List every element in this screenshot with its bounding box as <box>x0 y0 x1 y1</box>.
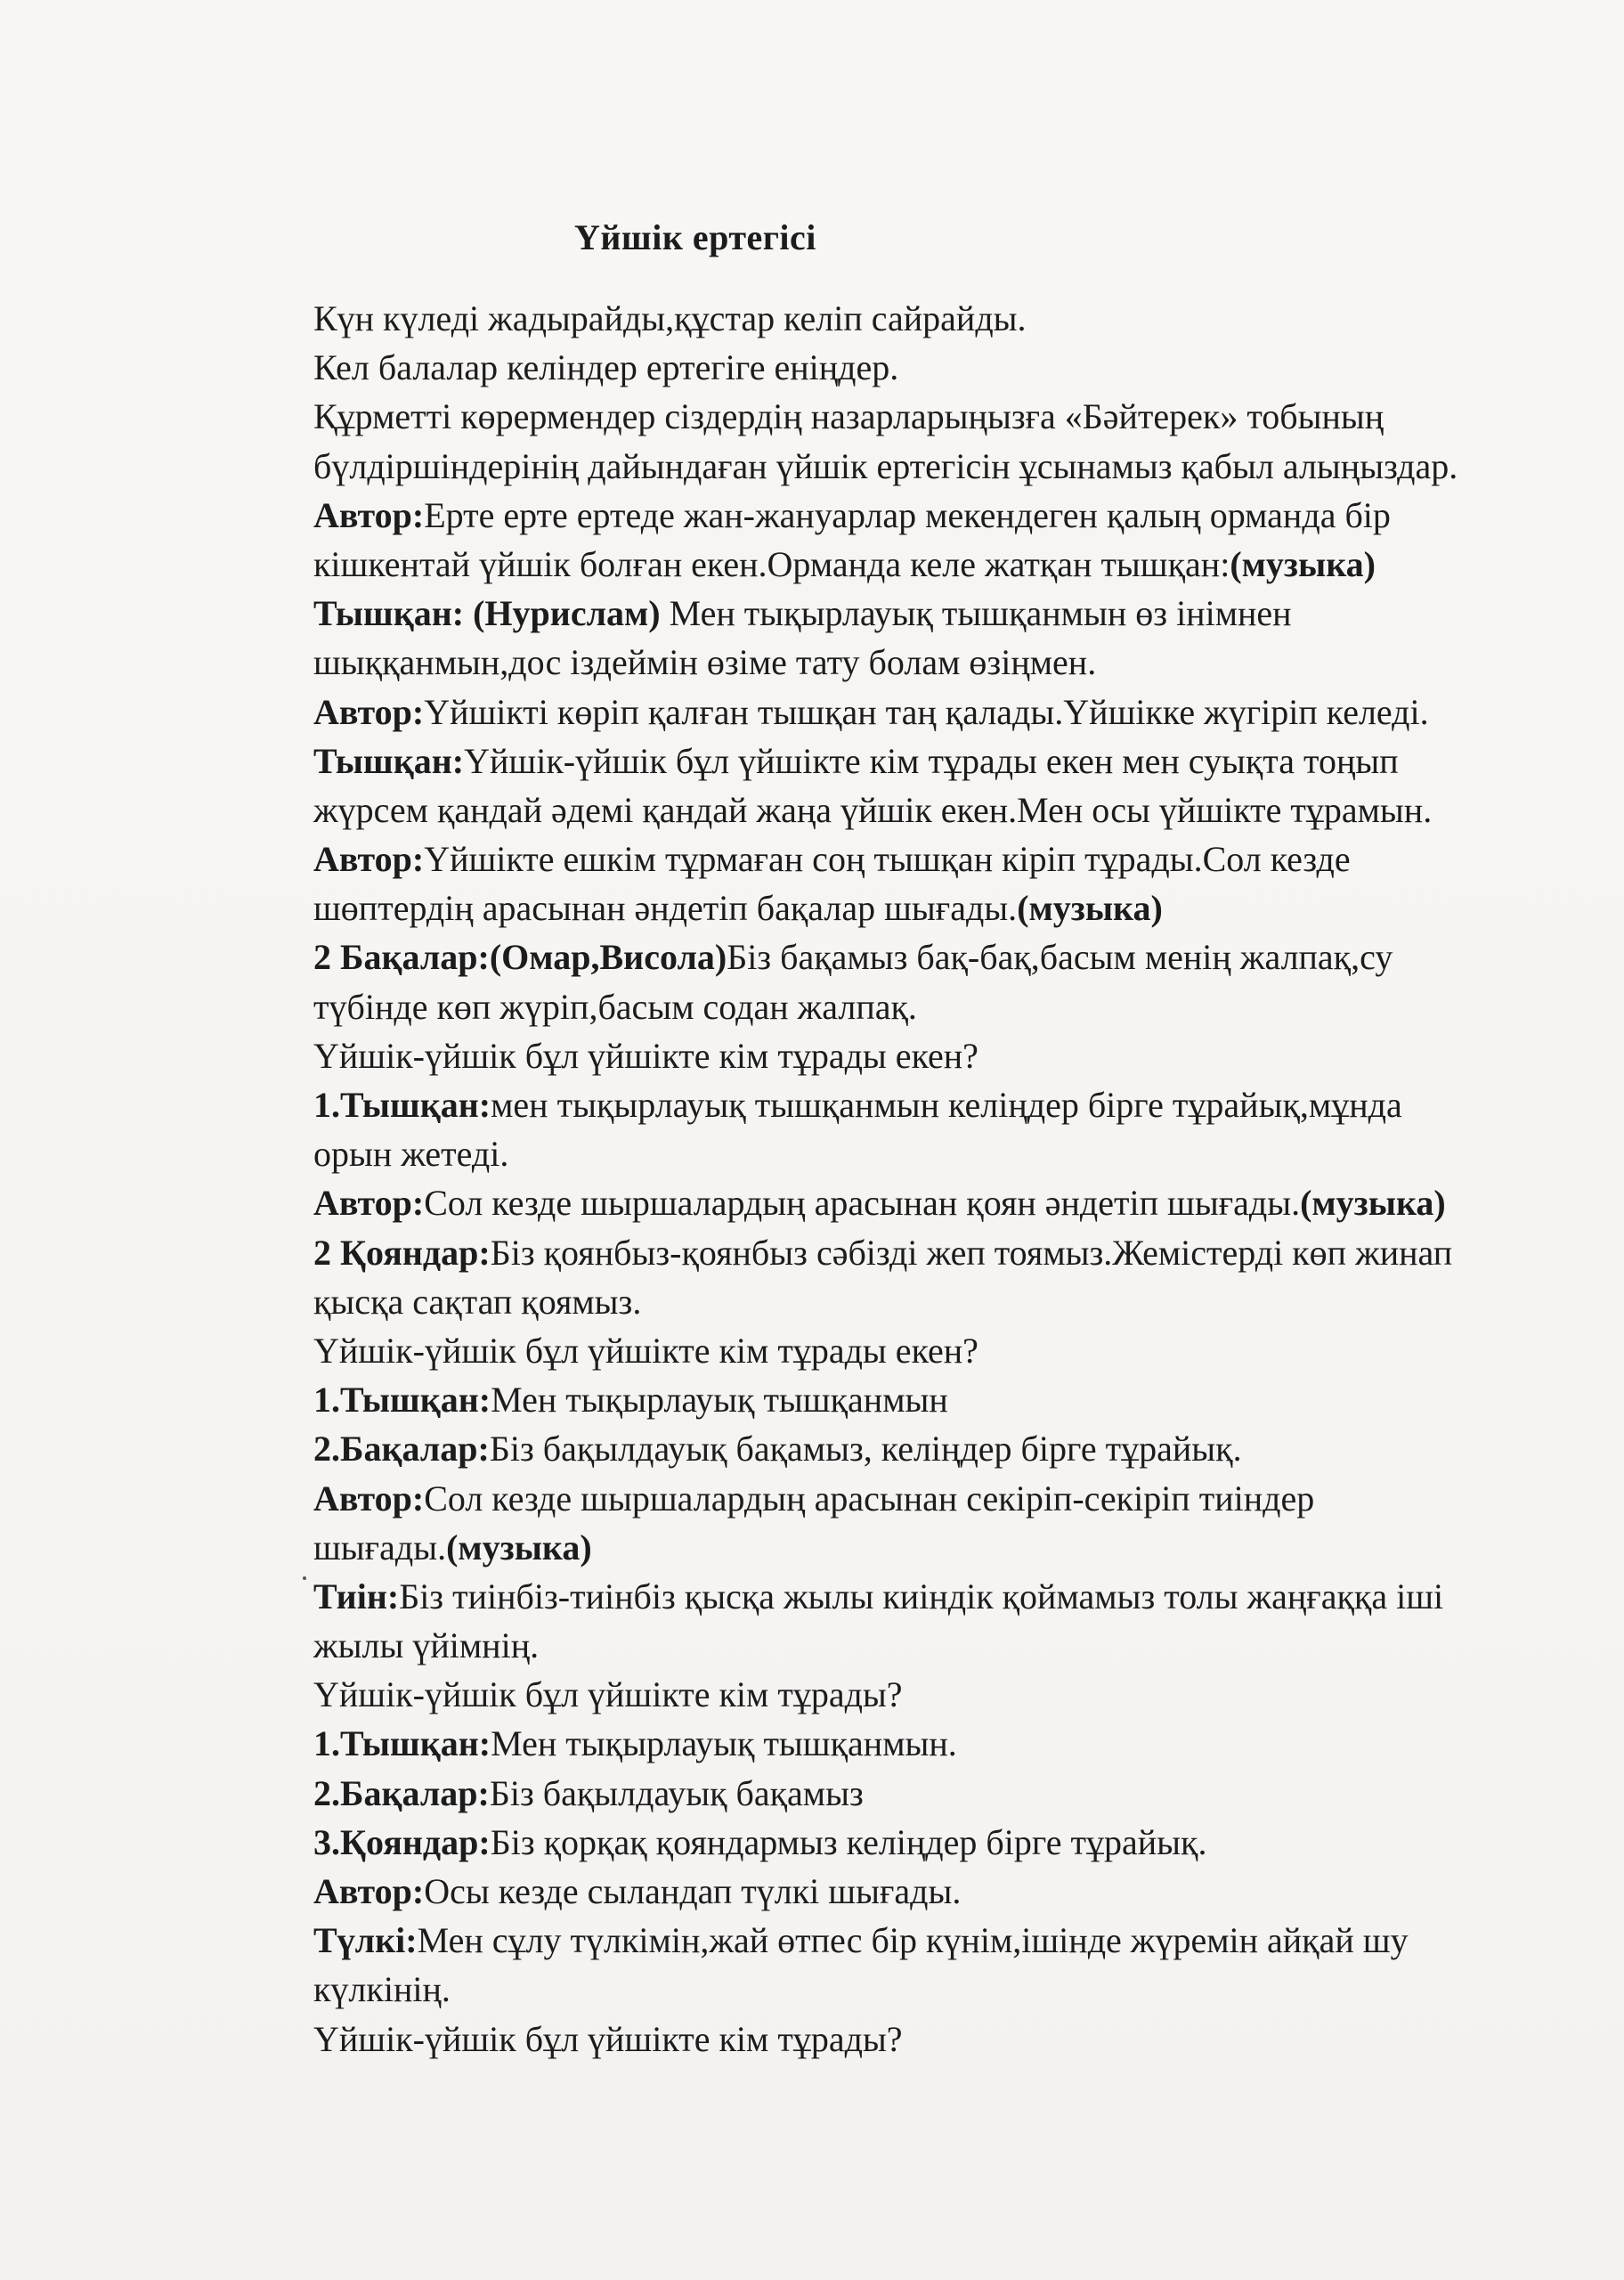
text-line <box>313 932 1542 981</box>
line-text: шығады. <box>313 1527 447 1568</box>
text-line <box>313 835 1542 884</box>
text-line <box>313 1523 1542 1572</box>
speaker-label: (музыка) <box>1300 1183 1446 1224</box>
line-text: қысқа сақтап қоямыз. <box>313 1281 642 1322</box>
text-line <box>313 1228 1542 1277</box>
speaker-label: (музыка) <box>446 1527 592 1568</box>
text-line <box>313 1031 1542 1080</box>
text-line <box>313 1572 1542 1621</box>
line-text: Ерте ерте ертеде жан-жануарлар мекендеген қалың орманда бір <box>424 494 1391 535</box>
speaker-label: Автор: <box>313 494 425 535</box>
text-line <box>313 491 1542 540</box>
speaker-label: 2 Қояндар: <box>313 1232 491 1273</box>
line-text: күлкінің. <box>313 1969 451 2010</box>
text-line <box>313 442 1542 491</box>
scan-speck <box>303 1576 306 1580</box>
line-text: бүлдіршіндерінің дайындаған үйшік ертегісін ұсынамыз қабыл алыңыздар. <box>313 445 1458 486</box>
speaker-label: (музыка) <box>1230 543 1376 584</box>
speaker-label: 1.Тышқан: <box>313 1085 491 1125</box>
line-text: түбінде көп жүріп,басым содан жалпақ. <box>313 986 917 1027</box>
speaker-label: Автор: <box>313 839 425 880</box>
text-line <box>313 1818 1542 1867</box>
line-text: Үйшік-үйшік бұл үйшікте кім тұрады екен? <box>313 1035 978 1076</box>
line-text: Үйшік-үйшік бұл үйшікте кім тұрады екен мен суықта тоңып <box>464 740 1399 781</box>
text-line <box>313 540 1542 589</box>
line-text: Үйшік-үйшік бұл үйшікте кім тұрады? <box>313 2018 903 2059</box>
speaker-label: Тиін: <box>313 1576 400 1616</box>
text-line <box>313 343 1542 392</box>
text-line <box>313 1080 1542 1129</box>
text-line <box>313 1867 1542 1916</box>
line-text: Сол кезде шыршалардың арасынан секіріп-секіріп тиіндер <box>424 1478 1315 1519</box>
line-text: жүрсем қандай әдемі қандай жаңа үйшік екен.Мен осы үйшікте тұрамын. <box>313 789 1433 830</box>
line-text: Мен сұлу түлкімін,жай өтпес бір күнім,ішінде жүремін айқай шу <box>417 1920 1409 1961</box>
speaker-label: 3.Қояндар: <box>313 1821 491 1862</box>
text-line <box>313 1916 1542 1965</box>
speaker-label: Автор: <box>313 691 425 732</box>
line-text: Осы кезде сыландап түлкі шығады. <box>424 1871 962 1911</box>
line-text: Біз қорқақ қояндармыз келіңдер бірге тұрайық. <box>490 1821 1207 1862</box>
text-line <box>313 1277 1542 1326</box>
speaker-label: 2.Бақалар: <box>313 1429 490 1470</box>
text-line <box>313 638 1542 687</box>
line-text: жылы үйімнің. <box>313 1625 540 1666</box>
text-line <box>313 884 1542 932</box>
line-text: Біз тиінбіз-тиінбіз қысқа жылы киіндік қоймамыз толы жаңғаққа іші <box>399 1576 1444 1616</box>
line-text: кішкентай үйшік болған екен.Орманда келе жатқан тышқан: <box>313 543 1230 584</box>
text-line <box>313 1326 1542 1375</box>
speaker-label: Түлкі: <box>313 1920 418 1961</box>
text-line <box>313 1621 1542 1670</box>
text-line <box>313 589 1542 638</box>
text-line <box>313 1375 1542 1424</box>
line-text: орын жетеді. <box>313 1134 509 1175</box>
text-line <box>313 1670 1542 1719</box>
speaker-label: (музыка) <box>1017 888 1163 929</box>
line-text: Мен тықырлауық тышқанмын өз інімнен <box>660 593 1292 634</box>
line-text: Біз бақамыз бақ-бақ,басым менің жалпақ,су <box>727 937 1393 978</box>
text-line <box>313 1129 1542 1178</box>
speaker-label: Автор: <box>313 1183 425 1224</box>
line-text: Біз қоянбыз-қоянбыз сәбізді жеп тоямыз.Жемістерді көп жинап <box>490 1232 1453 1273</box>
text-line <box>313 1424 1542 1473</box>
text-line <box>313 737 1542 786</box>
line-text: Мен тықырлауық тышқанмын. <box>491 1723 957 1764</box>
text-line <box>313 688 1542 737</box>
speaker-label: Автор: <box>313 1478 425 1519</box>
line-text: Құрметті көрермендер сіздердің назарларыңызға «Бәйтерек» тобының <box>313 396 1384 437</box>
text-line <box>313 392 1542 441</box>
line-text: Үйшік-үйшік бұл үйшікте кім тұрады? <box>313 1674 903 1715</box>
document-title: Үйшік ертегісі <box>574 217 816 257</box>
speaker-label: Тышқан: (Нурислам) <box>313 593 661 634</box>
text-line <box>313 2015 1542 2064</box>
line-text: шыққанмын,дос іздеймін өзіме тату болам өзіңмен. <box>313 642 1097 683</box>
text-line <box>313 1965 1542 2014</box>
line-text: Біз бақылдауық бақамыз, келіңдер бірге тұрайық. <box>489 1429 1242 1470</box>
speaker-label: 1.Тышқан: <box>313 1380 491 1421</box>
line-text: шөптердің арасынан әндетіп бақалар шығады. <box>313 888 1018 929</box>
speaker-label: 2 Бақалар:(Омар,Висола) <box>313 937 727 978</box>
line-text: Біз бақылдауық бақамыз <box>489 1772 864 1813</box>
line-text: Кел балалар келіндер ертегіге еніңдер. <box>313 347 899 388</box>
line-text: Үйшікте ешкім тұрмаған соң тышқан кіріп тұрады.Сол кезде <box>424 839 1351 880</box>
speaker-label: Автор: <box>313 1871 425 1911</box>
text-line <box>313 1474 1542 1523</box>
text-line <box>313 1769 1542 1818</box>
speaker-label: 1.Тышқан: <box>313 1723 491 1764</box>
text-line <box>313 1178 1542 1227</box>
line-text: Сол кезде шыршалардың арасынан қоян әндетіп шығады. <box>424 1183 1301 1224</box>
text-line <box>313 786 1542 835</box>
line-text: Үйшікті көріп қалған тышқан таң қалады.Үйшікке жүгіріп келеді. <box>424 691 1429 732</box>
line-text: мен тықырлауық тышқанмын келіңдер бірге тұрайық,мұнда <box>491 1085 1402 1125</box>
text-line <box>313 1719 1542 1768</box>
line-text: Үйшік-үйшік бұл үйшікте кім тұрады екен? <box>313 1330 978 1371</box>
line-text: Мен тықырлауық тышқанмын <box>491 1380 948 1421</box>
speaker-label: 2.Бақалар: <box>313 1772 490 1813</box>
text-line <box>313 982 1542 1031</box>
text-line <box>313 294 1542 343</box>
document-body <box>313 294 1542 2064</box>
line-text: Күн күледі жадырайды,құстар келіп сайрайды. <box>313 298 1027 338</box>
speaker-label: Тышқан: <box>313 740 465 781</box>
